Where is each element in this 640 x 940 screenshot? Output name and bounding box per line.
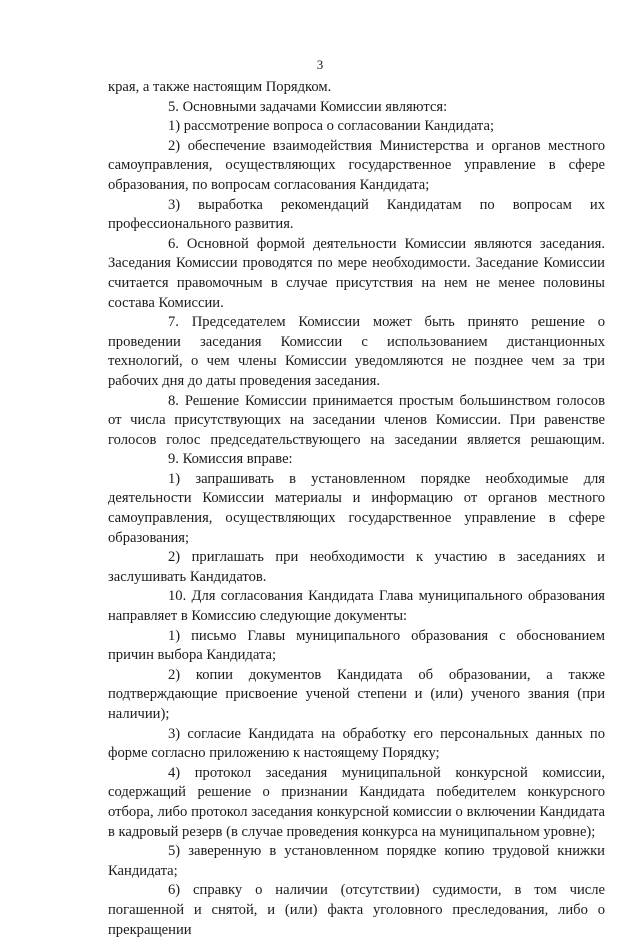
paragraph: 2) обеспечение взаимодействия Министерства и органов местного самоуправления, осуществляющих государственное управление в сфере образования, по вопросам согласования Кандидата; [108, 137, 605, 193]
paragraph: 2) приглашать при необходимости к участию в заседаниях и заслушивать Кандидатов. [108, 549, 605, 585]
paragraph: 5) заверенную в установленном порядке копию трудовой книжки Кандидата; [108, 843, 605, 879]
paragraph: 1) рассмотрение вопроса о согласовании Кандидата; [168, 118, 495, 135]
paragraph: 4) протокол заседания муниципальной конкурсной комиссии, содержащий решение о признании Кандидата победителем конкурсного отбора, либо протокол заседания конкурсной комиссии о включении Кандидата в кадровый резерв (в случае проведения конкурса на муниципальном уровне); [108, 764, 605, 840]
paragraph: 8. Решение Комиссии принимается простым большинством голосов от числа присутствующих на заседании членов Комиссии. При равенстве голосов голос председательствующего на заседании является решающим. [108, 392, 605, 448]
paragraph: края, а также настоящим Порядком. [108, 79, 332, 95]
paragraph: 7. Председателем Комиссии может быть принято решение о проведении заседания Комиссии с использованием дистанционных технологий, о чем члены Комиссии уведомляются не позднее чем за три рабочих дня до даты проведения заседания. [108, 314, 605, 389]
paragraph: 6. Основной формой деятельности Комиссии являются заседания. Заседания Комиссии проводятся по мере необходимости. Заседание Комиссии считается правомочным в случае присутствия на нем не менее половины состава Комиссии. [108, 235, 605, 311]
paragraph: 9. Комиссия вправе: [168, 451, 293, 468]
paragraph: 5. Основными задачами Комиссии являются: [168, 98, 448, 115]
paragraph: 2) копии документов Кандидата об образовании, а также подтверждающие присвоение ученой степени и (или) ученого звания (при наличии); [108, 666, 605, 722]
paragraph: 10. Для согласования Кандидата Глава муниципального образования направляет в Комиссию следующие документы: [108, 588, 605, 625]
paragraph: 6) справку о наличии (отсутствии) судимости, в том числе погашенной и снятой, и (или) факта уголовного преследования, либо о прекращении [108, 882, 605, 938]
paragraph: 3) согласие Кандидата на обработку его персональных данных по форме согласно приложению к настоящему Порядку; [108, 725, 605, 762]
paragraph: 1) запрашивать в установленном порядке необходимые для деятельности Комиссии материалы и информацию от органов местного самоуправления, осуществляющих государственное управление в сфере образования; [108, 470, 605, 546]
document-body [108, 78, 605, 940]
paragraph: 1) письмо Главы муниципального образования с обоснованием причин выбора Кандидата; [108, 627, 605, 664]
page-number: 3 [316, 57, 324, 72]
paragraph: 3) выработка рекомендаций Кандидатам по вопросам их профессионального развития. [108, 196, 605, 233]
